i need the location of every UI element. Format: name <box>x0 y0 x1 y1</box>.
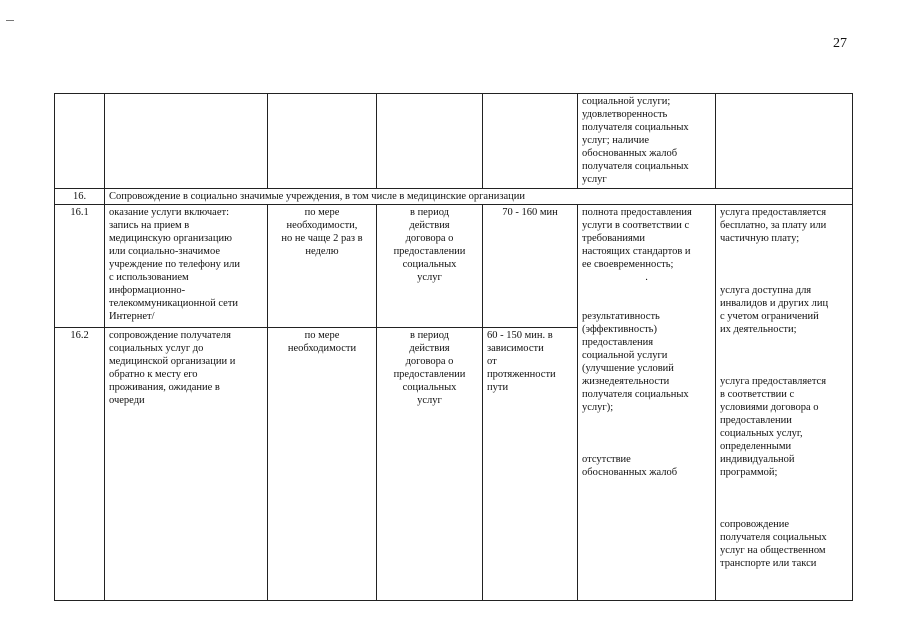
text-line: но не чаще 2 раз в <box>281 233 363 244</box>
cell-empty <box>268 94 377 189</box>
service-description <box>105 205 268 328</box>
table-row <box>55 205 853 328</box>
text-line: получателя социальных <box>582 389 689 400</box>
text-line: социальной услуги <box>582 350 668 361</box>
text-line: обратно к месту его <box>109 369 198 381</box>
text-line: проживания, ожидание в <box>109 382 220 394</box>
services-table <box>54 93 853 601</box>
row-number: 16.1 <box>55 205 105 328</box>
section-header-row <box>55 189 853 205</box>
text-line: 60 - 150 мин. в <box>487 330 553 342</box>
period <box>377 328 483 601</box>
text-line: услуга предоставляется <box>720 207 827 218</box>
section-title: Сопровождение в социально значимые учреждения, в том числе в медицинские организации <box>105 189 853 205</box>
conditions-cell <box>716 205 853 601</box>
text-line: требованиями <box>582 233 646 244</box>
text-line: учреждение по телефону или <box>109 259 241 270</box>
text-line: предоставлении <box>393 246 466 257</box>
text-line: отсутствие <box>582 454 631 465</box>
text-line: социальных услуг до <box>109 343 204 355</box>
text-line: медицинскую организацию <box>109 233 232 244</box>
text-line: инвалидов и других лиц <box>720 298 829 309</box>
text-line: получателя социальных <box>720 532 827 543</box>
text-line: протяженности <box>487 369 556 381</box>
scan-mark <box>6 20 14 21</box>
cell-empty <box>105 94 268 189</box>
text-line: услуг на общественном <box>720 545 826 556</box>
text-line: договора о <box>405 233 454 244</box>
text-line: услуг <box>582 174 607 185</box>
text-line: с использованием <box>109 272 189 283</box>
text-line: или социально-значимое <box>109 246 220 257</box>
text-line: запись на прием в <box>109 220 190 231</box>
text-line: необходимости, <box>286 220 358 231</box>
text-line: жизнедеятельности <box>582 376 670 387</box>
text-line: услуг <box>417 272 442 283</box>
cell-empty <box>55 94 105 189</box>
text-line: по мере <box>304 207 340 218</box>
text-line: социальных <box>402 382 457 394</box>
text-line: сопровождение <box>720 519 790 530</box>
text-line: услуга предоставляется <box>720 376 827 387</box>
continuation-row <box>55 94 853 189</box>
text-line: в период <box>409 207 450 218</box>
text-line: зависимости <box>487 343 544 355</box>
stray-dot: . <box>645 272 648 283</box>
text-line: получателя социальных <box>582 122 689 133</box>
text-line: услуг <box>417 395 442 407</box>
quality-continuation-cell <box>578 94 716 189</box>
text-line: социальной услуги; <box>582 96 671 107</box>
frequency <box>268 328 377 601</box>
text-line: сопровождение получателя <box>109 330 231 342</box>
row-number: 16.2 <box>55 328 105 601</box>
text-line: условиями договора о <box>720 402 819 413</box>
text-line: услуги в соответствии с <box>582 220 690 231</box>
text-line: информационно- <box>109 285 186 296</box>
text-line: пути <box>487 382 509 394</box>
text-line: обоснованных жалоб <box>582 148 678 159</box>
text-line: их деятельности; <box>720 324 797 335</box>
text-line: определенными <box>720 441 792 452</box>
text-line: услуг); <box>582 402 614 413</box>
text-line: результативность <box>582 311 660 322</box>
text-line: частичную плату; <box>720 233 800 244</box>
text-line: социальных услуг, <box>720 428 803 439</box>
service-description <box>105 328 268 601</box>
text-line: индивидуальной <box>720 454 795 465</box>
period <box>377 205 483 328</box>
text-line: телекоммуникационной сети <box>109 298 239 309</box>
cell-empty <box>716 94 853 189</box>
text-line: социальных <box>402 259 457 270</box>
section-number: 16. <box>55 189 105 205</box>
text-line: предоставления <box>582 337 654 348</box>
text-line: 70 - 160 мин <box>502 207 558 218</box>
text-line: в период <box>409 330 450 342</box>
text-line: действия <box>409 220 450 231</box>
text-line: полнота предоставления <box>582 207 692 218</box>
text-line: действия <box>409 343 450 355</box>
text-line: программой; <box>720 467 778 478</box>
text-line: по мере <box>304 330 340 342</box>
text-line: бесплатно, за плату или <box>720 220 827 231</box>
page-number: 27 <box>833 36 847 51</box>
frequency <box>268 205 377 328</box>
text-line: (улучшение условий <box>582 363 674 374</box>
text-line: транспорте или такси <box>720 558 817 569</box>
text-line: (эффективность) <box>582 324 657 335</box>
text-line: предоставлении <box>393 369 466 381</box>
text-line: неделю <box>305 246 339 257</box>
text-line: очереди <box>109 395 145 407</box>
text-line: медицинской организации и <box>109 356 236 368</box>
cell-empty <box>377 94 483 189</box>
text-line: в соответствии с <box>720 389 795 400</box>
text-line: оказание услуги включает: <box>109 207 229 218</box>
text-line: предоставлении <box>720 415 792 426</box>
time-norm <box>483 328 578 601</box>
text-line: необходимости <box>287 343 357 355</box>
text-line: договора о <box>405 356 454 368</box>
text-line: настоящих стандартов и <box>582 246 691 257</box>
text-line: услуга доступна для <box>720 285 812 296</box>
text-line: удовлетворенность <box>582 109 668 120</box>
quality-indicators-cell <box>578 205 716 601</box>
cell-empty <box>483 94 578 189</box>
text-line: получателя социальных <box>582 161 689 172</box>
text-line: от <box>487 356 497 368</box>
time-norm <box>483 205 578 328</box>
text-line: обоснованных жалоб <box>582 467 678 478</box>
text-line: ее своевременность; <box>582 259 674 270</box>
text-line: с учетом ограничений <box>720 311 819 322</box>
text-line: Интернет/ <box>109 311 155 322</box>
text-line: услуг; наличие <box>582 135 650 146</box>
